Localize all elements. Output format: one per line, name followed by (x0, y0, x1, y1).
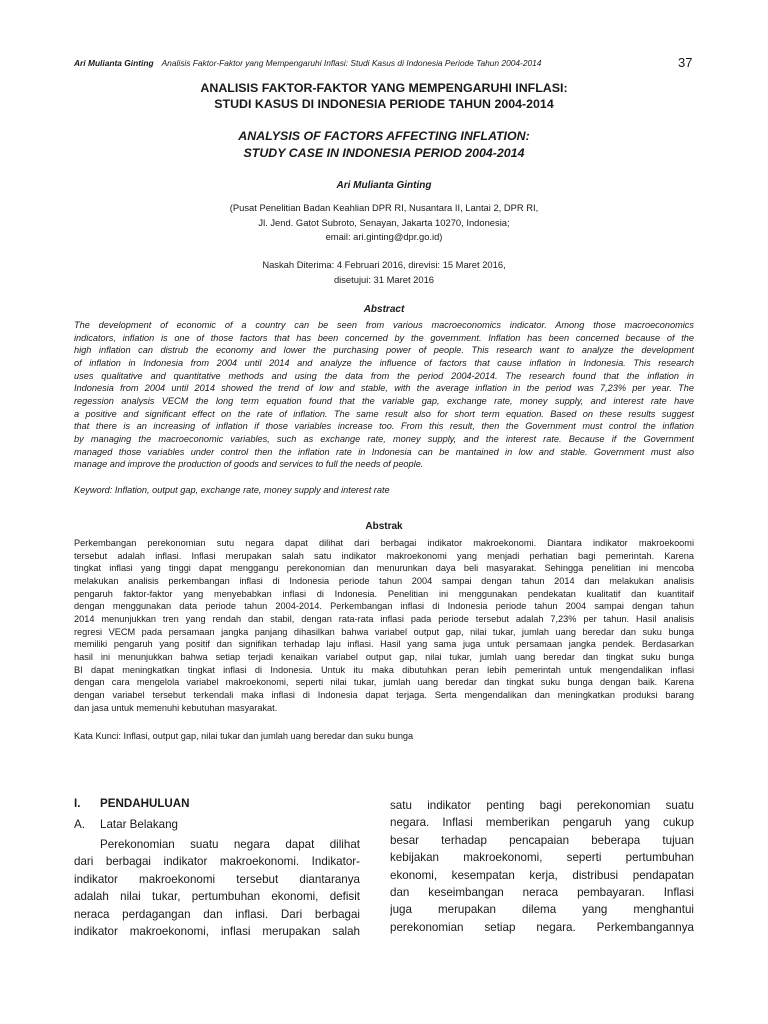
body-right-line: satu indikator penting bagi perekonomian suatu (390, 799, 694, 812)
abstract-id-line: BI dapat meningkatkan tingkat inflasi di Indonesia. Untuk itu maka dibutuhkan peran lebih pemerintah untuk mengendalikan inflasi (74, 664, 694, 675)
abstract-en-line: Indonesia from 2004 until 2014 showed the trend of low and stable, with the average inflation in the period was 7,23% per year. The (74, 383, 694, 394)
body-left-line: indikator makroekonomi tersebut diantaranya (74, 872, 360, 886)
abstract-en-line: of inflation in Indonesia from 2004 until 2014 and analyze the influence of factors that cause inflation in Indonesia. This research (74, 357, 694, 368)
subsection-title: Latar Belakang (100, 818, 178, 831)
abstract-id-line: hasil ini menunjukkan bahwa setiap terjadi kenaikan variabel output gap, nilai tukar, jumlah uang beredar dan tingkat suku bunga (74, 651, 694, 662)
subsection-number: A. (74, 818, 85, 831)
abstract-indonesian-heading: Abstrak (365, 521, 403, 532)
affiliation-line: email: ari.ginting@dpr.go.id) (325, 231, 443, 242)
section-title: PENDAHULUAN (100, 797, 190, 810)
abstract-en-line: The development of economic of a country can be seen from various macroeconomics indicator. Among those macroeconomics (74, 320, 694, 330)
abstract-id-line: pengaruh faktor-faktor yang menyebabkan inflasi di Indonesia. Penelitian ini menggunakan pendekatan kualitatif dan kuantitaif (74, 588, 694, 599)
body-right-line: perekonomian setiap negara. Perkembangannya (390, 920, 694, 934)
title-english (74, 128, 694, 162)
subsection-heading (74, 818, 178, 831)
abstract-id-line: melakukan analisis perkembangan inflasi di Indonesia periode tahun 2004 sampai dengan tahun 2014 dan melakukan analisis (74, 575, 694, 586)
abstract-en-line: managed those variables under control then the inflation rate in Indonesia can be mantained in low and stable. Government must also (74, 446, 694, 457)
abstract-en-line: regession analysis VECM the long term equation found that the variable gap, exchange rate, money supply, and interest rate have (74, 395, 694, 406)
body-left-line: Perekonomian suatu negara dapat dilihat (100, 838, 360, 851)
section-heading (74, 797, 190, 810)
body-left-line: indikator makroekonomi, inflasi merupakan salah (74, 925, 360, 939)
body-right-line: kebijakan makroekonomi, seperti pertumbuhan (390, 851, 694, 865)
abstract-id-line: dengan menggunakan data periode tahun 2004-2014. Perkembangan inflasi di Indonesia periode tahun 2004 sampai dengan tahun (74, 601, 694, 612)
abstract-en-line: uses qualitative and quantitative methods and using the data from the period 2004-2014. The research found that the inflation in (74, 370, 694, 381)
body-right-line: ekonomi, kesempatan kerja, distribusi pendapatan (390, 868, 694, 882)
abstract-id-line: memiliki pengaruh yang positif dan signifikan terhadap laju inflasi. Hasil yang sama juga untuk persamaan jangka pendek. Berdasarkan (74, 639, 694, 650)
abstract-en-line: high inflation can distrub the economy and lower the purchasing power of people. This research want to analyze the development (74, 345, 694, 356)
body-right-line: dan keseimbangan neraca pembayaran. Inflasi (390, 886, 694, 900)
body-right-line: besar terhadap pencapaian beberapa tujuan (390, 833, 694, 847)
body-left-line: adalah nilai tukar, pertumbuhan ekonomi, defisit (74, 890, 360, 904)
running-head-author: Ari Mulianta Ginting (74, 58, 154, 68)
abstract-en-line: by managing the macroeconomic variables, such as exchange rate, money supply, and the interest rate. Because if the Government (74, 433, 694, 444)
abstract-id-line: 2014 menunjukkan tren yang rendah dan stabil, dengan rata-rata inflasi pada periode tersebut adalah 7,23% per tahun. Hasil analisis (74, 613, 694, 624)
abstract-en-line: indicators, inflation is one of those factors that has been concerned by the government. Inflation has been concerned because of the (74, 332, 694, 343)
abstract-id-line: tingkat inflasi yang tinggi dapat menggangu perekonomian dan menurunkan daya beli masyarakat. Sehingga penelitian ini mencoba (74, 563, 694, 574)
author-affiliation (74, 201, 694, 245)
keywords-indonesian: Kata Kunci: Inflasi, output gap, nilai tukar dan jumlah uang beredar dan suku bunga (74, 731, 414, 741)
dates-line: disetujui: 31 Maret 2016 (333, 273, 435, 285)
running-head-title: Analisis Faktor-Faktor yang Mempengaruhi Inflasi: Studi Kasus di Indonesia Periode Tahun 2004-2014 (161, 58, 542, 68)
abstract-indonesian-body (74, 537, 694, 714)
affiliation-line: (Pusat Penelitian Badan Keahlian DPR RI, Nusantara II, Lantai 2, DPR RI, (229, 202, 539, 213)
abstract-id-line: dengan cara mengelola variabel makroekonomi, seperti nilai tukar, jumlah uang beredar dan tingkat suku bunga dengan baik. Karena (74, 677, 694, 688)
title-id-line: STUDI KASUS DI INDONESIA PERIODE TAHUN 2004-2014 (214, 97, 554, 111)
manuscript-dates (74, 258, 694, 287)
abstract-id-line: dan jasa untuk memenuhi kebutuhan masyarakat. (74, 702, 278, 713)
abstract-en-line: a positive and significant effect on the rate of inflation. The same result also for short term equation. Based on these results suggest (74, 408, 694, 419)
body-column-left (74, 836, 360, 940)
title-en-line: ANALYSIS OF FACTORS AFFECTING INFLATION: (238, 129, 530, 143)
keywords-english: Keyword: Inflation, output gap, exchange rate, money supply and interest rate (74, 485, 390, 495)
body-right-line: negara. Inflasi memberikan pengaruh yang cukup (390, 816, 694, 830)
page-number: 37 (678, 55, 693, 70)
abstract-id-line: Perkembangan perekonomian sutu negara dapat dilihat dari berbagai indikator makroekonomi. Diantara indikator makroekoomi (74, 538, 694, 548)
running-head (74, 58, 634, 68)
abstract-english-heading: Abstract (363, 304, 405, 315)
author-name: Ari Mulianta Ginting (336, 180, 432, 191)
body-column-right (390, 797, 694, 936)
abstract-en-line: that there is an increasing of inflation if those variables increase too. From this result, then the Government must control the inflation (74, 421, 694, 432)
title-en-line: STUDY CASE IN INDONESIA PERIOD 2004-2014 (243, 146, 525, 160)
body-left-line: dari berbagai indikator makroekonomi. Indikator- (74, 855, 360, 869)
abstract-en-line: manage and improve the production of goods and services to full the needs of people. (74, 459, 424, 470)
affiliation-line: Jl. Jend. Gatot Subroto, Senayan, Jakarta 10270, Indonesia; (258, 216, 510, 228)
abstract-id-line: dengan variabel tersebut terkendali maka inflasi di Indonesia dapat terjaga. Serta mengendalikan dan meningkatkan produksi barang (74, 689, 694, 700)
title-id-line: ANALISIS FAKTOR-FAKTOR YANG MEMPENGARUHI INFLASI: (200, 81, 568, 95)
dates-line: Naskah Diterima: 4 Februari 2016, direvisi: 15 Maret 2016, (262, 259, 506, 270)
abstract-english-body (74, 319, 694, 471)
section-number: I. (74, 797, 81, 810)
abstract-id-line: regresi VECM pada persamaan jangka panjang dihasilkan bahwa variabel output gap, nilai tukar, jumlah uang beredar dan suku bunga (74, 626, 694, 637)
body-right-line: juga merupakan dilema yang menghantui (390, 903, 694, 917)
abstract-id-line: tersebut adalah inflasi. Inflasi merupakan salah satu indikator makroekonomi yang menjadi perhatian bagi pemerintah. Karena (74, 550, 694, 561)
title-indonesian (74, 80, 694, 112)
body-left-line: neraca perdagangan dan inflasi. Dari berbagai (74, 907, 360, 921)
